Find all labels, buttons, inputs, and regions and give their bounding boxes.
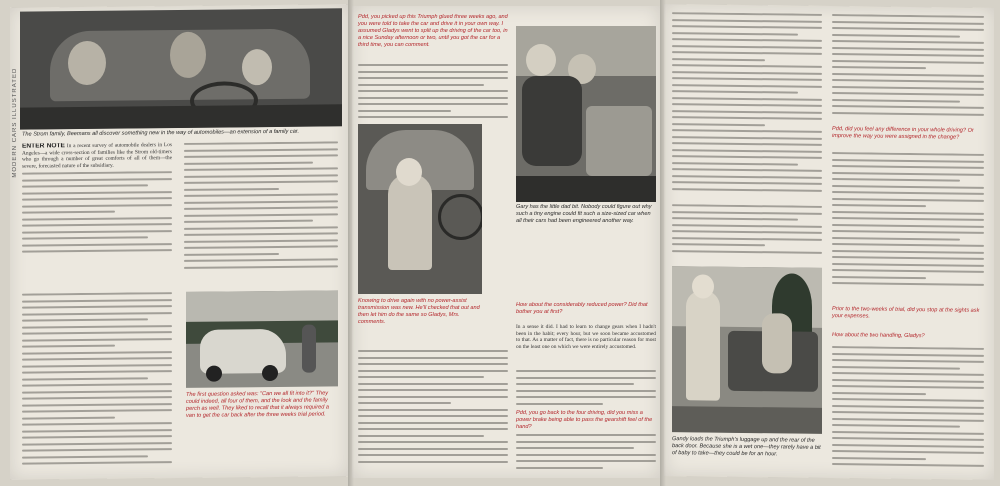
page3-text-column-4 (832, 346, 984, 476)
magazine-side-label: MODERN CARS ILLUSTRATED (12, 67, 18, 178)
engine-photo-caption: Gary has the little dad bit. Nobody could figure out why such a tiny engine could fit such a size-sized car when all their cars had been engineered another way. (516, 204, 652, 224)
article-dropcap-word: ENTER NOTE (22, 142, 65, 150)
page2-text-column-1 (358, 64, 508, 122)
lower-photo-caption: The first question asked was: "Can we all fit into it?" They could indeed, all four of them, and the look and the family perch as well. They liked to recall that it always required a van to get the car back after the three weeks trial period. (186, 390, 330, 419)
power-brake-question: Pdd, you go back to the four driving, did you miss a power brake being able to pass the gearshift feel of the hand? (516, 410, 653, 430)
text-column-2 (184, 141, 338, 283)
handling-question: How about the two handling, Gladys? (832, 332, 925, 340)
woman-in-driver-seat-photo (358, 124, 482, 294)
page-left (10, 4, 348, 480)
triumph-car-exterior-photo (186, 290, 338, 388)
page3-text-column-5 (672, 204, 822, 262)
opening-red-question: Pdd, you picked up this Triumph glued three weeks ago, and you were told to take the car and drive it in your own way. I assumed Gladys went to split up the driving of the car too, in a nice Sunday afternoon or two, until you got the car for a third time, you can comment. (358, 14, 508, 48)
page2-text-column-3 (516, 370, 656, 410)
article-opening (22, 142, 172, 284)
family-at-engine-photo (516, 26, 656, 202)
trunk-loading-caption: Gandy loads the Triumph's luggage up and the rear of the back door. Because she is a wet one—they rarely have a bit of baby to take—they could be for an hour. (672, 436, 821, 458)
page-middle (352, 6, 660, 478)
page2-text-column-4 (516, 434, 656, 474)
page-right (664, 4, 994, 480)
text-column-3 (22, 292, 172, 474)
spine-shadow-left (348, 0, 354, 486)
car-interior-family-photo (20, 8, 342, 129)
page2-text-column-2 (358, 350, 508, 472)
page3-text-column-2 (832, 14, 984, 126)
article-opening-text: In a recent survey of automobile dealers in Los Angeles—a wide cross-section of families like the Strom old-timers who go through a number of great comforts of all of them—the severe, forecasted nature of the subsidiary. (22, 142, 172, 170)
driving-question: Pdd, did you feel any difference in your whole driving? Or improve the way you were assigned in the change? (832, 126, 974, 141)
page3-text-column-1 (672, 12, 822, 204)
spine-shadow-right (660, 0, 666, 486)
trunk-loading-photo (672, 266, 822, 434)
middle-body-text: In a sense it did. I had to learn to change gears when I hadn't been in the habit; every hour, but we soon became accustomed to that. As a matter of fact, there is no particular reason for most on the least one on which we were entirely accustomed. (516, 324, 656, 350)
page3-text-column-3 (832, 152, 984, 304)
interior-photo-caption: Knowing to drive again with no power-assist transmission was new. He'll checked that out and then let him do the same so Gladys, Mrs. comments. (358, 298, 480, 325)
top-photo-caption: The Strom family, Beemans all discover something new in the way of automobiles—an extension of a family car. (22, 128, 300, 138)
power-question: How about the considerably reduced power? Did that bother you at first? (516, 302, 648, 315)
trial-expenses-question: Prior to the two-weeks of trial, did you stop at the sights ask your expenses. (832, 306, 980, 320)
